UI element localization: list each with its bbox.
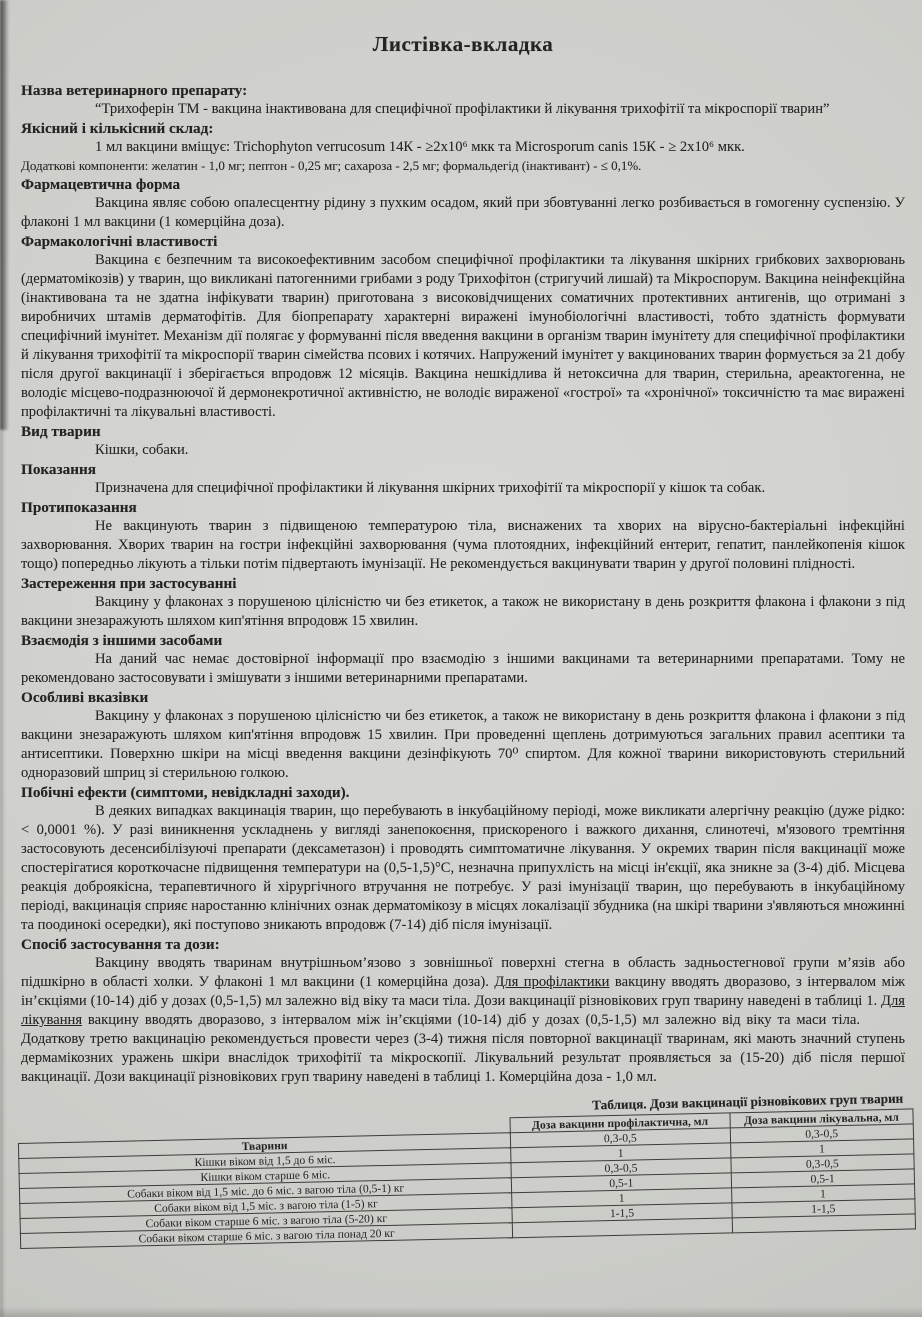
table-cell: 0,3-0,5: [511, 1158, 731, 1178]
text-segment: Вакцину вводять тваринам внутрішньом’язово з зовнішньої поверхні стегна в область задньостегнової групи м’язів або підшкірно в області холки. У флаконі 1 мл вакцини (1 комерційна доза).: [21, 955, 905, 990]
table-col-header-treatment-dose: Доза вакцини лікувальна, мл: [729, 1109, 913, 1128]
table-cell-row-label: Собаки віком старше 6 міс. з вагою тіла (5-20) кг: [20, 1208, 512, 1234]
text-segment: вакцину вводять дворазово, з інтервалом між ін’єкціями (10-14) діб у дозах (0,5-1,5) мл залежно від віку та маси тіла. Дози вакцинації різновікових груп тварину наведені в таблиці 1.: [21, 974, 905, 1009]
section-special-instructions: [21, 688, 905, 783]
section-heading-pharmacological-properties: Фармакологічні властивості: [21, 233, 218, 250]
section-side-effects: [21, 783, 905, 935]
paragraph-drug-name: “Трихоферін ТМ - вакцина інактивована для специфічної профілактики й лікування трихофітії та мікроспорії тварин”: [95, 101, 830, 117]
paragraph-composition-main: 1 мл вакцини вміщує: Trichophyton verrucosum 14К - ≥2х10⁶ мкк та Microsporum canis 15К - ≥ 2х10⁶ мкк.: [95, 139, 745, 155]
table-cell-row-label: Кішки віком старше 6 міс.: [19, 1163, 511, 1189]
section-heading-side-effects: Побічні ефекти (симптоми, невідкладні заходи).: [21, 784, 350, 801]
dose-table-caption: Таблиця. Дози вакцинації різновікових груп тварин: [592, 1090, 904, 1113]
section-contraindications: [21, 498, 905, 574]
paragraph-interactions: На даний час немає достовірної інформації про взаємодію з іншими вакцинами та ветеринарними препаратами. Тому не рекомендовано застосовувати і змішувати з іншими ветеринарними препаратами.: [21, 651, 905, 686]
table-cell: 1-1,5: [512, 1203, 732, 1223]
page-title: Листівка-вкладка: [372, 32, 554, 56]
paragraph-indications: Призначена для специфічної профілактики й лікування шкірних трихофітії та мікроспорії у кішок та собак.: [95, 480, 766, 496]
table-cell: 0,5-1: [512, 1173, 732, 1193]
table-cell: 1-1,5: [731, 1199, 915, 1218]
section-interactions: [21, 631, 905, 688]
table-cell: 0,3-0,5: [730, 1124, 914, 1143]
table-cell: 1: [731, 1184, 915, 1203]
paragraph-pharmacological-properties: Вакцина є безпечним та високоефективним засобом специфічної профілактики та лікування шкірних грибкових захворювань (дерматомікозів) у тварин, що викликані патогенними грибами з роду Трихофітон (стригучий лишай) та Мікроспорум. Вакцина неінфекційна (інактивована та не здатна інфікувати тварин) приготована з високовідчищених соматичних протективних антигенів, що отримані з виробничих штамів дерматофітів. Для біопрепарату характерні виражені імунобіологічні властивості, тобто здатність формувати специфічний імунітет. Механізм дії полягає у формуванні після введення вакцини в організм тварин імунітету для специфічної профілактики й лікування трихофітії та мікроспорії тварин сімейства псових і котячих. Напружений імунітет у вакцинованих тварин формується за 21 добу після другої вакцинації і зберігається впродовж 12 місяців. Вакцина нешкідлива й нетоксична для тварин, стерильна, ареактогенна, не володіє місцево-подразнюючої й дермонекротичної активністю, не володіє вираженої «гострої» та «хронічної» токсичністю та має виражені профілактичні та лікувальні властивості.: [21, 252, 905, 420]
section-composition: [21, 119, 905, 175]
table-col-header-prophylactic-dose: Доза вакцини профілактична, мл: [510, 1113, 730, 1133]
section-drug-name: [21, 81, 905, 119]
section-dosage: [21, 935, 905, 1087]
table-cell: 0,5-1: [731, 1169, 915, 1188]
section-heading-indications: Показання: [21, 461, 96, 478]
dose-table: [18, 1108, 916, 1249]
paragraph-dosage: [21, 954, 905, 1087]
section-heading-composition: Якісний і кількісний склад:: [21, 120, 214, 137]
table-cell-row-label: Кішки віком від 1,5 до 6 міс.: [19, 1148, 511, 1174]
underlined-text-segment: Для профілактики: [494, 974, 610, 990]
table-cell: 1: [730, 1139, 914, 1158]
table-cell: 1: [512, 1188, 732, 1208]
paragraph-pharmaceutical-form: Вакцина являє собою опалесцентну рідину з пухким осадом, який при збовтуванні легко розбивається в гомогенну суспензію. У флаконі 1 мл вакцини (1 комерційна доза).: [21, 195, 905, 230]
section-heading-animal-species: Вид тварин: [21, 423, 101, 440]
text-segment: вакцину вводять дворазово, з інтервалом між ін’єкціями (10-14) діб у дозах (0,5-1,5) мл залежно від віку та маси тіла. Додаткову третю вакцинацію рекомендується провести через (3-4) тижня після повторної вакцинації тваринам, які мають значний ступень дермамікозних уражень шкіри внаслідок трихофітії та мікроскопії. Лікувальний результат проявляється за (15-20) діб після першої вакцинації. Дози вакцинації різновікових груп тварину наведені в таблиці 1. Комерційна доза - 1,0 мл.: [21, 1012, 905, 1085]
section-heading-warnings: Застереження при застосуванні: [21, 575, 237, 592]
section-indications: [21, 460, 905, 498]
section-pharmaceutical-form: [21, 175, 905, 232]
paragraph-animal-species: Кішки, собаки.: [95, 442, 189, 458]
underlined-text-segment: Для лікування: [21, 993, 905, 1028]
section-heading-pharmaceutical-form: Фармацевтична форма: [21, 176, 181, 193]
table-cell: 0,3-0,5: [511, 1128, 731, 1148]
section-warnings: [21, 574, 905, 631]
table-cell: 0,3-0,5: [730, 1154, 914, 1173]
table-cell-row-label: Собаки віком від 1,5 міс. з вагою тіла (1-5) кг: [20, 1193, 512, 1219]
paragraph-contraindications: Не вакцинують тварин з підвищеною температурою тіла, виснажених та хворих на вірусно-бактеріальні інфекційні захворювання. Хворих тварин на гостри інфекційні захворювання (чума плотоядних, інфекційний ентерит, гепатит, панлейкопенія кішок тощо) попередньо лікують а тільки потім підвертають імунізації. Не рекомендується вакцинувати тварин у другої половині плідності.: [21, 518, 905, 572]
paragraph-warnings: Вакцину у флаконах з порушеною цілісністю чи без етикеток, а також не використану в день розкриття флакона і флакони з під вакцини знезаражують шляхом кип'ятіння впродовж 15 хвилин.: [21, 594, 905, 629]
section-pharmacological-properties: [21, 232, 905, 422]
section-heading-interactions: Взаємодія з іншими засобами: [21, 632, 223, 649]
section-animal-species: [21, 422, 905, 460]
table-cell-row-label: Собаки віком від 1,5 міс. до 6 міс. з вагою тіла (0,5-1) кг: [19, 1178, 511, 1204]
dose-table-block: [21, 1091, 908, 1249]
paragraph-side-effects: В деяких випадках вакцинація тварин, що перебувають в інкубаційному періоді, може викликати алергічну реакцію (дуже рідко: < 0,0001 %). У разі виникнення ускладнень у вигляді занепокоєння, прискореного і важкого дихання, слинотечі, м'язового тремтіння застосовують десенсибілізуючі препарати (дексаметазон) і проводять симптоматичне лікування. У окремих тварин після вакцинації може спостерігатися короткочасне підвищення температури на (0,5-1,5)°С, незначна припухлість на місці ін'єкції, яка зникне за (3-4) діб. Місцева реакція доброякісна, терапевтичного й хірургічного втручання не потребує. У разі імунізації тварин, що перебувають в інкубаційному періоді, вакцинація сприяє наростанню клінічних ознак дерматомікозу в місцях локалізації збудника (на шкірі тварини з'являються множинні та поодинокі осередки), які поступово зникають впродовж (7-14) діб після імунізації.: [21, 803, 905, 933]
section-heading-drug-name: Назва ветеринарного препарату:: [21, 82, 248, 99]
paragraph-special-instructions: Вакцину у флаконах з порушеною цілісністю чи без етикеток, а також не використану в день розкриття флакона і флакони з під вакцини знезаражують шляхом кип'ятіння впродовж 15 хвилин. При проведенні щеплень дотримуються загальних правил асептики та антисептики. Поверхню шкіри на місці введення вакцини дезінфікують 70⁰ спиртом. Для кожної тварини використовують стерильний одноразовий шприц зі стерильною голкою.: [21, 708, 905, 781]
section-heading-dosage: Спосіб застосування та дози:: [21, 936, 220, 953]
table-cell: [732, 1214, 916, 1233]
section-heading-contraindications: Протипоказання: [21, 499, 137, 516]
paragraph-composition-additives: Додаткові компоненти: желатин - 1,0 мг; пептон - 0,25 мг; сахароза - 2,5 мг; формальдегід (інактивант) - ≤ 0,1%.: [21, 158, 642, 173]
table-cell: 1: [511, 1143, 731, 1163]
table-cell-animals-label: Тварини: [18, 1133, 510, 1159]
table-cell-row-label: Собаки віком старше 6 міс. з вагою тіла понад 20 кг: [20, 1223, 512, 1249]
scan-edge-shadow-bottom: [0, 1307, 922, 1317]
section-heading-special-instructions: Особливі вказівки: [21, 689, 149, 706]
